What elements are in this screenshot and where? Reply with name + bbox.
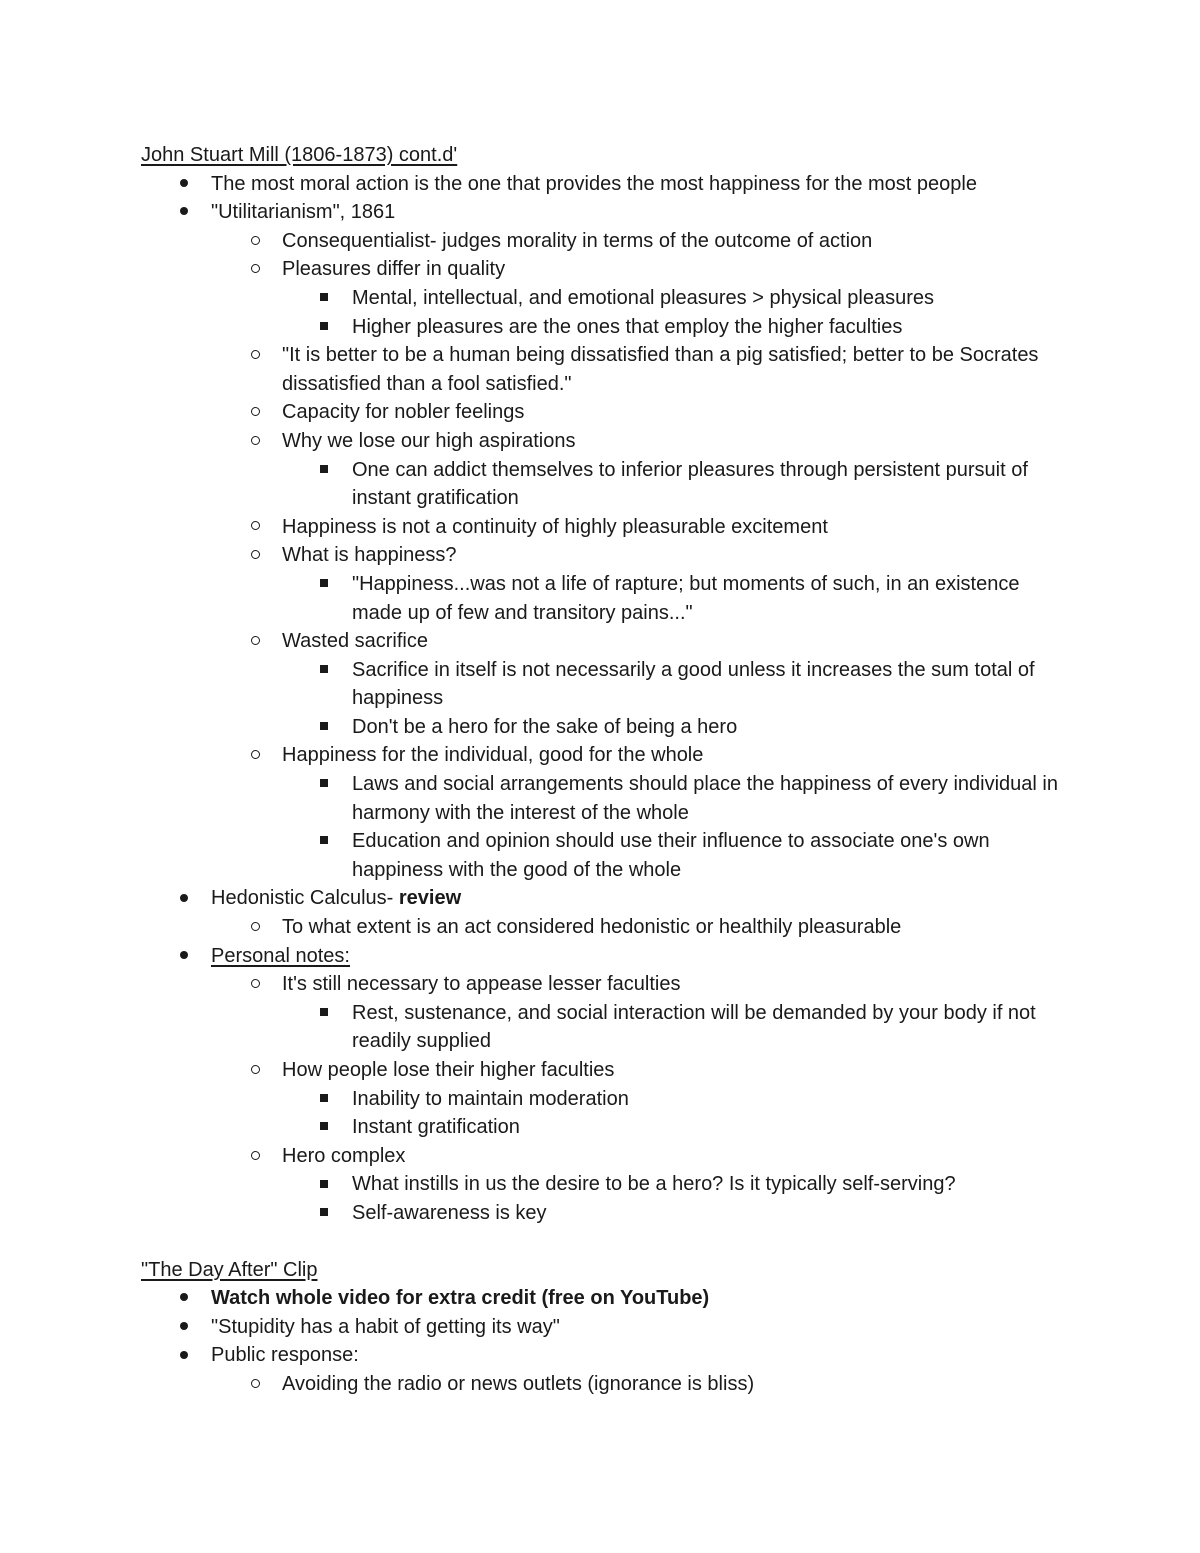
list-item: Higher pleasures are the ones that employ the higher faculties: [141, 313, 1071, 342]
bullet-square-icon: [314, 456, 334, 485]
list-item: Wasted sacrifice: [141, 627, 1071, 656]
spacer: [141, 1228, 1071, 1256]
list-item: Capacity for nobler feelings: [141, 398, 1071, 427]
list-item: One can addict themselves to inferior pleasures through persistent pursuit of instant gratification: [141, 456, 1071, 513]
bullet-circle-icon: [245, 1056, 265, 1085]
list-item: Hero complex: [141, 1142, 1071, 1171]
bullet-circle-icon: [245, 255, 265, 284]
bullet-circle-icon: [245, 913, 265, 942]
list-item: Pleasures differ in quality: [141, 255, 1071, 284]
bullet-square-icon: [314, 313, 334, 342]
bullet-circle-icon: [245, 627, 265, 656]
list-item: Inability to maintain moderation: [141, 1085, 1071, 1114]
list-item: Mental, intellectual, and emotional pleasures > physical pleasures: [141, 284, 1071, 313]
bullet-disc-icon: [174, 170, 194, 199]
list-item: "Utilitarianism", 1861: [141, 198, 1071, 227]
list-item: Education and opinion should use their influence to associate one's own happiness with the good of the whole: [141, 827, 1071, 884]
section-heading-day-after: "The Day After" Clip: [141, 1258, 318, 1281]
list-item: Hedonistic Calculus- review: [141, 884, 1071, 913]
list-item: Self-awareness is key: [141, 1199, 1071, 1228]
bullet-square-icon: [314, 827, 334, 856]
bullet-square-icon: [314, 284, 334, 313]
list-item: Why we lose our high aspirations: [141, 427, 1071, 456]
notes-content: [141, 141, 1071, 1399]
list-item: What is happiness?: [141, 541, 1071, 570]
bullet-circle-icon: [245, 227, 265, 256]
list-item: The most moral action is the one that provides the most happiness for the most people: [141, 170, 1071, 199]
bullet-disc-icon: [174, 942, 194, 971]
bullet-square-icon: [314, 1085, 334, 1114]
bullet-circle-icon: [245, 1370, 265, 1399]
list-item: "Stupidity has a habit of getting its way": [141, 1313, 1071, 1342]
list-item: Instant gratification: [141, 1113, 1071, 1142]
list-item: Don't be a hero for the sake of being a hero: [141, 713, 1071, 742]
bullet-square-icon: [314, 570, 334, 599]
bullet-square-icon: [314, 999, 334, 1028]
bullet-disc-icon: [174, 1341, 194, 1370]
list-item: "Happiness...was not a life of rapture; but moments of such, in an existence made up of few and transitory pains...": [141, 570, 1071, 627]
bullet-disc-icon: [174, 198, 194, 227]
bullet-circle-icon: [245, 513, 265, 542]
list-item: Rest, sustenance, and social interaction will be demanded by your body if not readily supplied: [141, 999, 1071, 1056]
list-item: Public response:: [141, 1341, 1071, 1370]
bullet-circle-icon: [245, 741, 265, 770]
bullet-disc-icon: [174, 884, 194, 913]
bullet-circle-icon: [245, 541, 265, 570]
list-item: To what extent is an act considered hedonistic or healthily pleasurable: [141, 913, 1071, 942]
list-item: Consequentialist- judges morality in terms of the outcome of action: [141, 227, 1071, 256]
list-item: How people lose their higher faculties: [141, 1056, 1071, 1085]
bullet-disc-icon: [174, 1284, 194, 1313]
bullet-square-icon: [314, 1113, 334, 1142]
list-item: What instills in us the desire to be a hero? Is it typically self-serving?: [141, 1170, 1071, 1199]
list-item: Happiness for the individual, good for the whole: [141, 741, 1071, 770]
bullet-disc-icon: [174, 1313, 194, 1342]
list-item: Personal notes:: [141, 942, 1071, 971]
list-item: Avoiding the radio or news outlets (ignorance is bliss): [141, 1370, 1071, 1399]
bullet-circle-icon: [245, 970, 265, 999]
bullet-circle-icon: [245, 427, 265, 456]
bullet-square-icon: [314, 713, 334, 742]
bullet-square-icon: [314, 1199, 334, 1228]
bold-review: review: [398, 887, 462, 910]
bullet-circle-icon: [245, 341, 265, 370]
list-item: It's still necessary to appease lesser faculties: [141, 970, 1071, 999]
bullet-circle-icon: [245, 398, 265, 427]
list-item: Laws and social arrangements should place the happiness of every individual in harmony with the interest of the whole: [141, 770, 1071, 827]
bullet-square-icon: [314, 656, 334, 685]
list-item: Happiness is not a continuity of highly pleasurable excitement: [141, 513, 1071, 542]
bullet-circle-icon: [245, 1142, 265, 1171]
list-item: Watch whole video for extra credit (free on YouTube): [141, 1284, 1071, 1313]
list-item: Sacrifice in itself is not necessarily a good unless it increases the sum total of happiness: [141, 656, 1071, 713]
section-heading-mill: John Stuart Mill (1806-1873) cont.d': [141, 144, 458, 166]
list-item: "It is better to be a human being dissatisfied than a pig satisfied; better to be Socrates dissatisfied than a fool satisfied.": [141, 341, 1071, 398]
bullet-square-icon: [314, 770, 334, 799]
bullet-square-icon: [314, 1170, 334, 1199]
